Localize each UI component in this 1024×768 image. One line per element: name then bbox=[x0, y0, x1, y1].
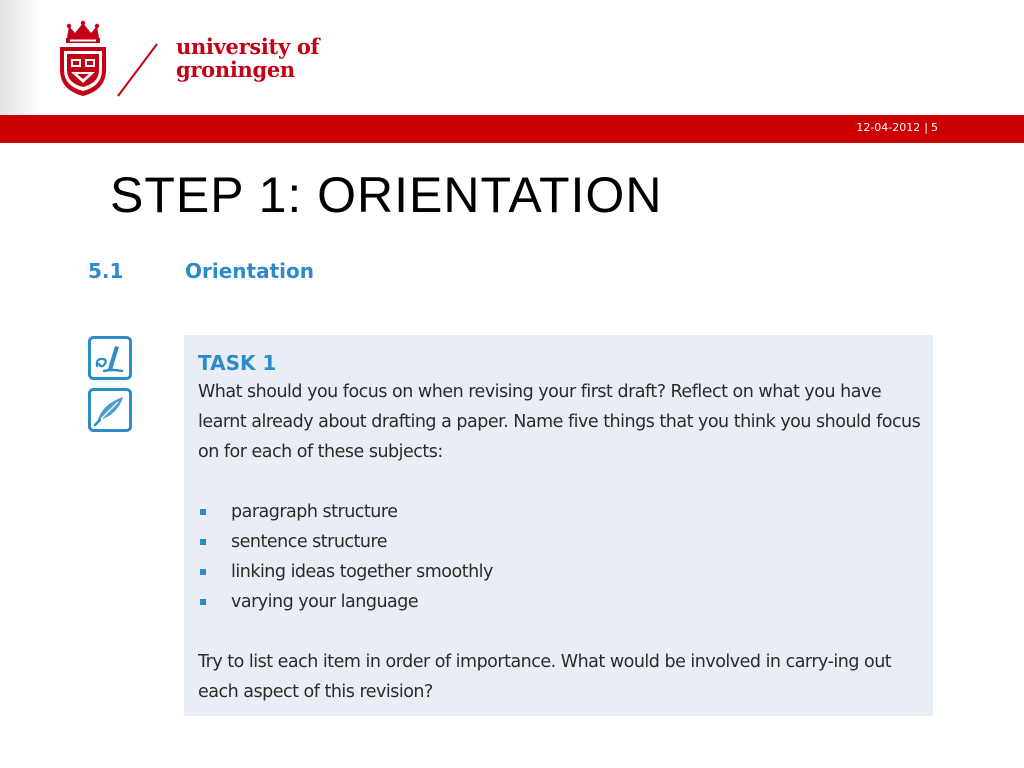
red-header-bar bbox=[0, 115, 1024, 143]
task-intro: What should you focus on when revising your first draft? Reflect on what you have learnt already about drafting a paper. Name five things that you think you should focus on for each of these subjects: bbox=[198, 382, 921, 462]
left-shade bbox=[0, 0, 42, 115]
list-item: varying your language bbox=[198, 587, 924, 617]
logo-divider-slash bbox=[115, 42, 161, 98]
slide-meta bbox=[856, 121, 938, 135]
slide-number: 5 bbox=[931, 121, 938, 134]
university-logo-text bbox=[176, 35, 319, 81]
task-content bbox=[198, 349, 924, 707]
task-list bbox=[198, 497, 924, 617]
slide-date: 12-04-2012 bbox=[856, 121, 921, 134]
list-item: paragraph structure bbox=[198, 497, 924, 527]
section-number: 5.1 bbox=[88, 259, 124, 283]
logo-line-1: university of bbox=[176, 34, 320, 59]
list-item: sentence structure bbox=[198, 527, 924, 557]
list-item: linking ideas together smoothly bbox=[198, 557, 924, 587]
slide-header bbox=[0, 0, 1024, 115]
meta-separator: | bbox=[924, 121, 928, 134]
writing-hand-icon bbox=[88, 336, 132, 380]
section-title: Orientation bbox=[185, 259, 314, 283]
quill-pen-icon bbox=[88, 388, 132, 432]
task-title: TASK 1 bbox=[198, 351, 277, 375]
task-box bbox=[184, 335, 933, 716]
logo-line-2: groningen bbox=[176, 57, 295, 82]
section-heading bbox=[88, 257, 314, 285]
university-crest-icon bbox=[57, 20, 109, 98]
task-closing: Try to list each item in order of importance. What would be involved in carry-ing out each aspect of this revision? bbox=[198, 652, 892, 702]
slide-title: STEP 1: ORIENTATION bbox=[110, 167, 663, 223]
